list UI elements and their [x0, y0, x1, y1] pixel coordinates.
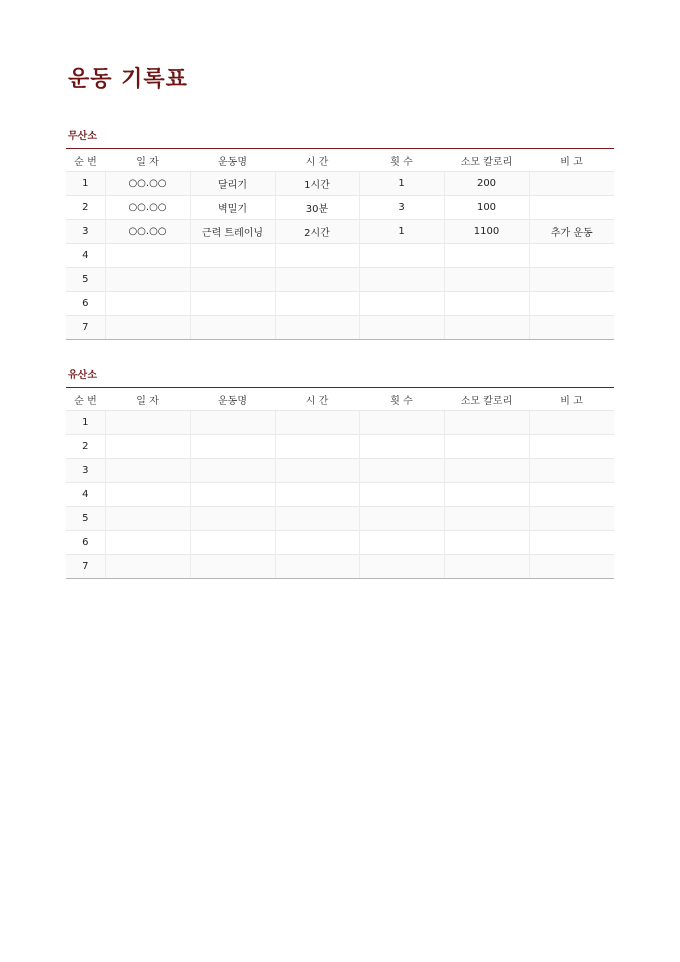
cell-calories	[444, 459, 529, 483]
cell-exercise	[190, 411, 275, 435]
cell-date	[105, 411, 190, 435]
table-row	[66, 172, 614, 196]
cell-time: 1시간	[275, 172, 359, 196]
table-row	[66, 268, 614, 292]
cell-note	[529, 459, 614, 483]
cell-time	[275, 483, 359, 507]
cell-note: 추가 운동	[529, 220, 614, 244]
cell-number: 3	[66, 459, 105, 483]
cell-time	[275, 459, 359, 483]
cell-number: 1	[66, 411, 105, 435]
column-header-number: 순 번	[66, 149, 105, 172]
cell-calories	[444, 411, 529, 435]
cell-calories	[444, 435, 529, 459]
page-title: 운동 기록표	[68, 67, 188, 92]
cell-exercise	[190, 292, 275, 316]
cell-date	[105, 459, 190, 483]
cell-count: 1	[359, 220, 444, 244]
cell-date	[105, 531, 190, 555]
cell-time	[275, 555, 359, 579]
cell-time	[275, 411, 359, 435]
cell-note	[529, 316, 614, 340]
cell-exercise	[190, 483, 275, 507]
cell-time	[275, 507, 359, 531]
column-header-calories: 소모 칼로리	[444, 149, 529, 172]
cell-count: 3	[359, 196, 444, 220]
table-row	[66, 316, 614, 340]
cell-exercise	[190, 459, 275, 483]
cell-count	[359, 268, 444, 292]
cell-number: 5	[66, 268, 105, 292]
table-row	[66, 459, 614, 483]
section-title: 무산소	[68, 131, 97, 142]
cell-exercise: 달리기	[190, 172, 275, 196]
cell-calories	[444, 507, 529, 531]
cell-calories	[444, 531, 529, 555]
table-row	[66, 292, 614, 316]
cell-calories	[444, 483, 529, 507]
cell-exercise	[190, 507, 275, 531]
column-header-calories: 소모 칼로리	[444, 388, 529, 411]
cell-date	[105, 507, 190, 531]
table-row	[66, 220, 614, 244]
column-header-exercise: 운동명	[190, 149, 275, 172]
cell-count	[359, 435, 444, 459]
cell-count	[359, 316, 444, 340]
cell-exercise	[190, 531, 275, 555]
cell-calories	[444, 268, 529, 292]
table-row	[66, 483, 614, 507]
cell-date: ○○.○○	[105, 220, 190, 244]
cell-calories	[444, 316, 529, 340]
column-header-exercise: 운동명	[190, 388, 275, 411]
cell-date: ○○.○○	[105, 196, 190, 220]
table-row	[66, 411, 614, 435]
section-aerobic	[66, 369, 614, 579]
cell-number: 4	[66, 244, 105, 268]
section-title: 유산소	[68, 370, 97, 381]
cell-date	[105, 316, 190, 340]
cell-time	[275, 268, 359, 292]
cell-number: 3	[66, 220, 105, 244]
cell-number: 6	[66, 292, 105, 316]
cell-exercise	[190, 435, 275, 459]
table-row	[66, 244, 614, 268]
column-header-time: 시 간	[275, 149, 359, 172]
cell-number: 6	[66, 531, 105, 555]
cell-date: ○○.○○	[105, 172, 190, 196]
exercise-table	[66, 148, 614, 340]
cell-time	[275, 435, 359, 459]
cell-note	[529, 555, 614, 579]
cell-number: 1	[66, 172, 105, 196]
column-header-note: 비 고	[529, 388, 614, 411]
cell-note	[529, 292, 614, 316]
table-row	[66, 196, 614, 220]
cell-time	[275, 316, 359, 340]
cell-count	[359, 555, 444, 579]
table-header-row	[66, 149, 614, 172]
cell-number: 5	[66, 507, 105, 531]
column-header-note: 비 고	[529, 149, 614, 172]
exercise-table	[66, 387, 614, 579]
cell-count	[359, 411, 444, 435]
cell-count: 1	[359, 172, 444, 196]
cell-number: 2	[66, 435, 105, 459]
cell-number: 7	[66, 316, 105, 340]
cell-time: 30분	[275, 196, 359, 220]
cell-note	[529, 268, 614, 292]
cell-calories	[444, 244, 529, 268]
table-row	[66, 531, 614, 555]
cell-time	[275, 531, 359, 555]
cell-number: 7	[66, 555, 105, 579]
cell-time	[275, 292, 359, 316]
cell-exercise	[190, 268, 275, 292]
cell-note	[529, 196, 614, 220]
cell-date	[105, 555, 190, 579]
table-row	[66, 507, 614, 531]
cell-calories	[444, 555, 529, 579]
cell-date	[105, 244, 190, 268]
cell-exercise: 벽밀기	[190, 196, 275, 220]
cell-count	[359, 483, 444, 507]
section-anaerobic	[66, 130, 614, 340]
cell-time: 2시간	[275, 220, 359, 244]
cell-date	[105, 292, 190, 316]
cell-count	[359, 507, 444, 531]
cell-exercise: 근력 트레이닝	[190, 220, 275, 244]
cell-exercise	[190, 316, 275, 340]
cell-note	[529, 244, 614, 268]
table-row	[66, 435, 614, 459]
cell-note	[529, 411, 614, 435]
cell-count	[359, 531, 444, 555]
column-header-date: 일 자	[105, 149, 190, 172]
column-header-count: 횟 수	[359, 149, 444, 172]
cell-exercise	[190, 555, 275, 579]
cell-calories	[444, 292, 529, 316]
cell-count	[359, 292, 444, 316]
cell-calories: 100	[444, 196, 529, 220]
cell-note	[529, 531, 614, 555]
cell-number: 4	[66, 483, 105, 507]
cell-note	[529, 507, 614, 531]
cell-note	[529, 435, 614, 459]
cell-date	[105, 268, 190, 292]
column-header-count: 횟 수	[359, 388, 444, 411]
cell-calories: 1100	[444, 220, 529, 244]
cell-date	[105, 435, 190, 459]
cell-count	[359, 459, 444, 483]
cell-note	[529, 483, 614, 507]
table-header-row	[66, 388, 614, 411]
cell-date	[105, 483, 190, 507]
column-header-number: 순 번	[66, 388, 105, 411]
column-header-date: 일 자	[105, 388, 190, 411]
cell-exercise	[190, 244, 275, 268]
cell-time	[275, 244, 359, 268]
cell-calories: 200	[444, 172, 529, 196]
column-header-time: 시 간	[275, 388, 359, 411]
cell-note	[529, 172, 614, 196]
cell-count	[359, 244, 444, 268]
table-row	[66, 555, 614, 579]
cell-number: 2	[66, 196, 105, 220]
